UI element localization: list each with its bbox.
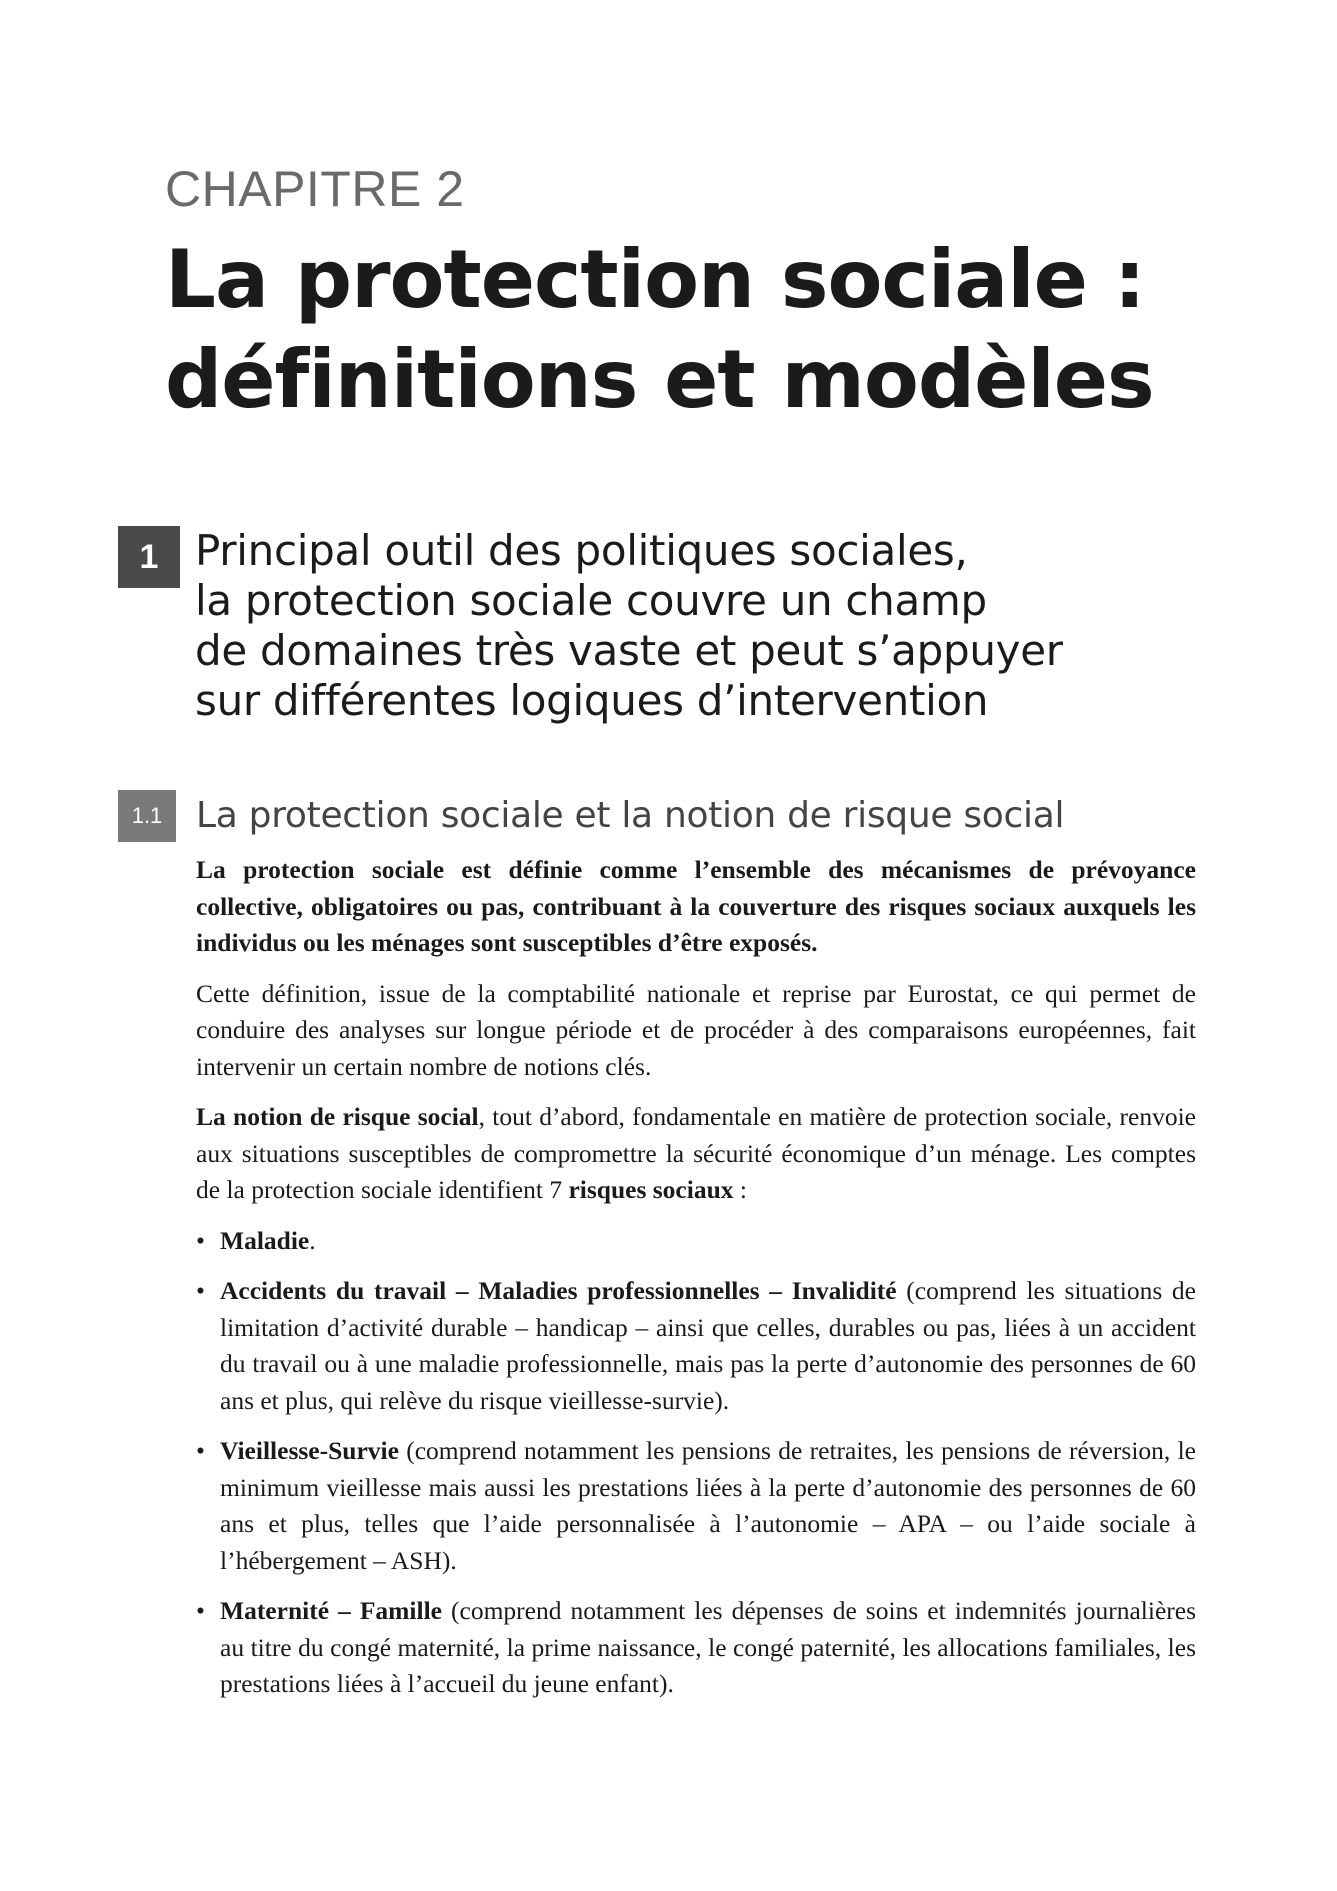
- body-text: [196, 852, 1196, 1717]
- subsection-title: La protection sociale et la notion de risque social: [196, 795, 1065, 836]
- risk-label: Maternité – Famille: [220, 1596, 442, 1625]
- chapter-title: [165, 230, 1265, 430]
- bullet-icon: •: [196, 1225, 205, 1255]
- section-number-badge: 1: [118, 526, 180, 588]
- paragraph-risk-notion: [196, 1099, 1196, 1209]
- risk-description: (comprend notamment les dépenses de soins et indemnités journalières au titre du congé maternité, la prime naissance, le congé paternité, les allocations familiales, les prestations liées à l’accueil du jeune enfant).: [220, 1596, 1196, 1698]
- section-title-line: de domaines très vaste et peut s’appuyer: [195, 626, 1063, 675]
- paragraph-text: :: [733, 1175, 747, 1204]
- paragraph: Cette définition, issue de la comptabilité nationale et reprise par Eurostat, ce qui permet de conduire des analyses sur longue période et de procéder à des comparaisons européennes, fait intervenir un certain nombre de notions clés.: [196, 978, 1196, 1081]
- section-title-line: sur différentes logiques d’intervention: [195, 676, 989, 725]
- paragraph-text: , tout d’abord, fondamentale en matière de protection sociale, renvoie aux situations susceptibles de compromettre la sécurité économique d’un ménage. Les comptes de la protection sociale identifient 7: [196, 1102, 1197, 1204]
- subsection-number-badge: 1.1: [118, 790, 176, 842]
- list-item: [196, 1273, 1196, 1419]
- list-item: [196, 1593, 1196, 1703]
- risk-label: Maladie: [220, 1225, 310, 1255]
- bullet-icon: •: [196, 1436, 205, 1465]
- risk-description: (comprend notamment les pensions de retraites, les pensions de réversion, le minimum vieillesse mais aussi les prestations liées à la perte d’autonomie des personnes de 60 ans et plus, telles que l’aide personnalisée à l’autonomie – APA – ou l’aide sociale à l’hébergement – ASH).: [220, 1436, 1196, 1575]
- risk-label: Vieillesse-Survie: [220, 1436, 399, 1465]
- risk-list: [196, 1223, 1196, 1703]
- section-title-line: Principal outil des politiques sociales,: [195, 526, 968, 575]
- chapter-title-line-2: définitions et modèles: [165, 333, 1154, 426]
- risk-description: (comprend les situations de limitation d’activité durable – handicap – ainsi que celles, durables ou pas, liées à un accident du travail ou à une maladie professionnelle, mais pas la perte d’autonomie des personnes de 60 ans et plus, qui relève du risque vieillesse-survie).: [220, 1276, 1197, 1415]
- section-title: [195, 526, 1225, 726]
- list-item: [196, 1433, 1196, 1579]
- chapter-label: CHAPITRE 2: [165, 161, 465, 217]
- risk-label: Accidents du travail – Maladies professionnelles – Invalidité: [220, 1276, 897, 1305]
- definition-paragraph: La protection sociale est définie comme l’ensemble des mécanismes de prévoyance collective, obligatoires ou pas, contribuant à la couverture des risques sociaux auxquels les individus ou les ménages sont susceptibles d’être exposés.: [196, 855, 1196, 957]
- bold-term: La notion de risque social: [196, 1102, 479, 1131]
- chapter-title-line-1: La protection sociale :: [165, 233, 1145, 326]
- bullet-icon: •: [196, 1596, 205, 1625]
- bold-term: risques sociaux: [568, 1175, 734, 1204]
- list-item: [196, 1223, 1196, 1260]
- risk-description: .: [309, 1225, 316, 1255]
- section-title-line: la protection sociale couvre un champ: [195, 576, 987, 625]
- bullet-icon: •: [196, 1276, 205, 1305]
